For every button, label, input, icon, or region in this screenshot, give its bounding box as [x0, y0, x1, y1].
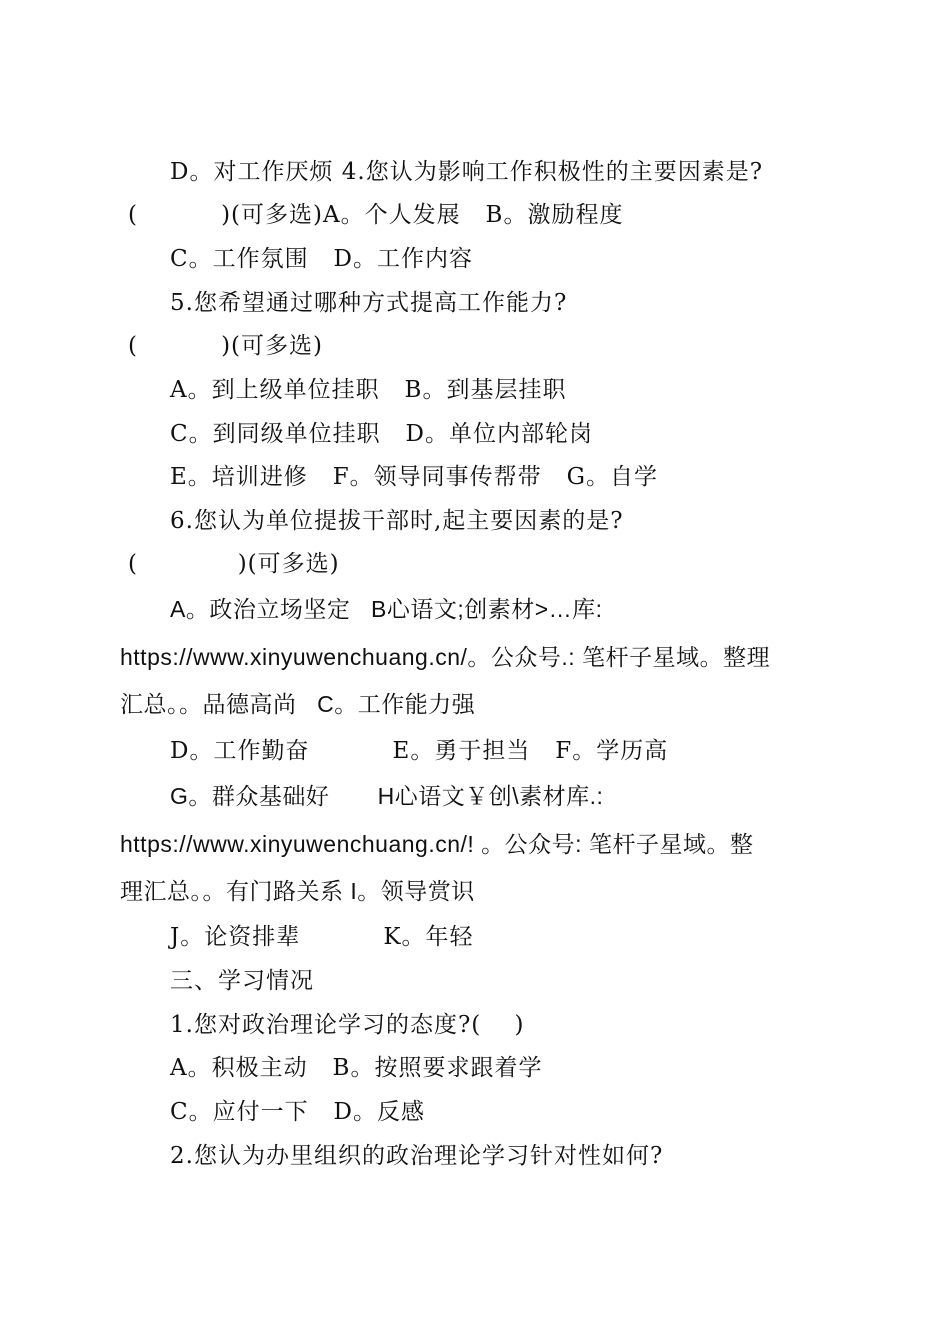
text-line-url: https://www.xinyuwenchuang.cn/! 。公众号: 笔杆子星域。整	[120, 831, 754, 857]
text-line: ( )(可多选)	[128, 551, 340, 577]
text-line: ( )(可多选)	[128, 333, 324, 359]
question-6: 6.您认为单位提拔干部时,起主要因素的是?	[170, 508, 624, 534]
text-line: D。工作勤奋 E。勇于担当 F。学历高	[170, 738, 669, 764]
question-1: 1.您对政治理论学习的态度?( )	[170, 1012, 525, 1038]
text-line: J。论资排辈 K。年轻	[170, 924, 474, 950]
text-line: ( )(可多选)A。个人发展 B。激励程度	[128, 202, 624, 228]
text-line: A。到上级单位挂职 B。到基层挂职	[170, 377, 567, 403]
text-line: C。工作氛围 D。工作内容	[170, 246, 473, 272]
question-5: 5.您希望通过哪种方式提高工作能力?	[170, 290, 568, 316]
text-line: G。群众基础好 H心语文￥创\素材库.:	[170, 783, 604, 809]
section-heading: 三、学习情况	[170, 968, 314, 994]
text-line: 理汇总。。有门路关系 I。领导赏识	[120, 878, 475, 904]
text-line: D。对工作厌烦 4.您认为影响工作积极性的主要因素是?	[170, 159, 764, 185]
question-2: 2.您认为办里组织的政治理论学习针对性如何?	[170, 1143, 664, 1169]
text-line-url: https://www.xinyuwenchuang.cn/。公众号.: 笔杆子星域。整理	[120, 644, 771, 670]
text-line: A。政治立场坚定 B心语文;创素材>…库:	[170, 596, 603, 622]
text-line: 汇总。。品德高尚 C。工作能力强	[120, 691, 476, 717]
text-line: C。应付一下 D。反感	[170, 1099, 425, 1125]
text-line: C。到同级单位挂职 D。单位内部轮岗	[170, 421, 593, 447]
text-line: E。培训进修 F。领导同事传帮带 G。自学	[170, 464, 658, 490]
text-line: A。积极主动 B。按照要求跟着学	[170, 1055, 543, 1081]
